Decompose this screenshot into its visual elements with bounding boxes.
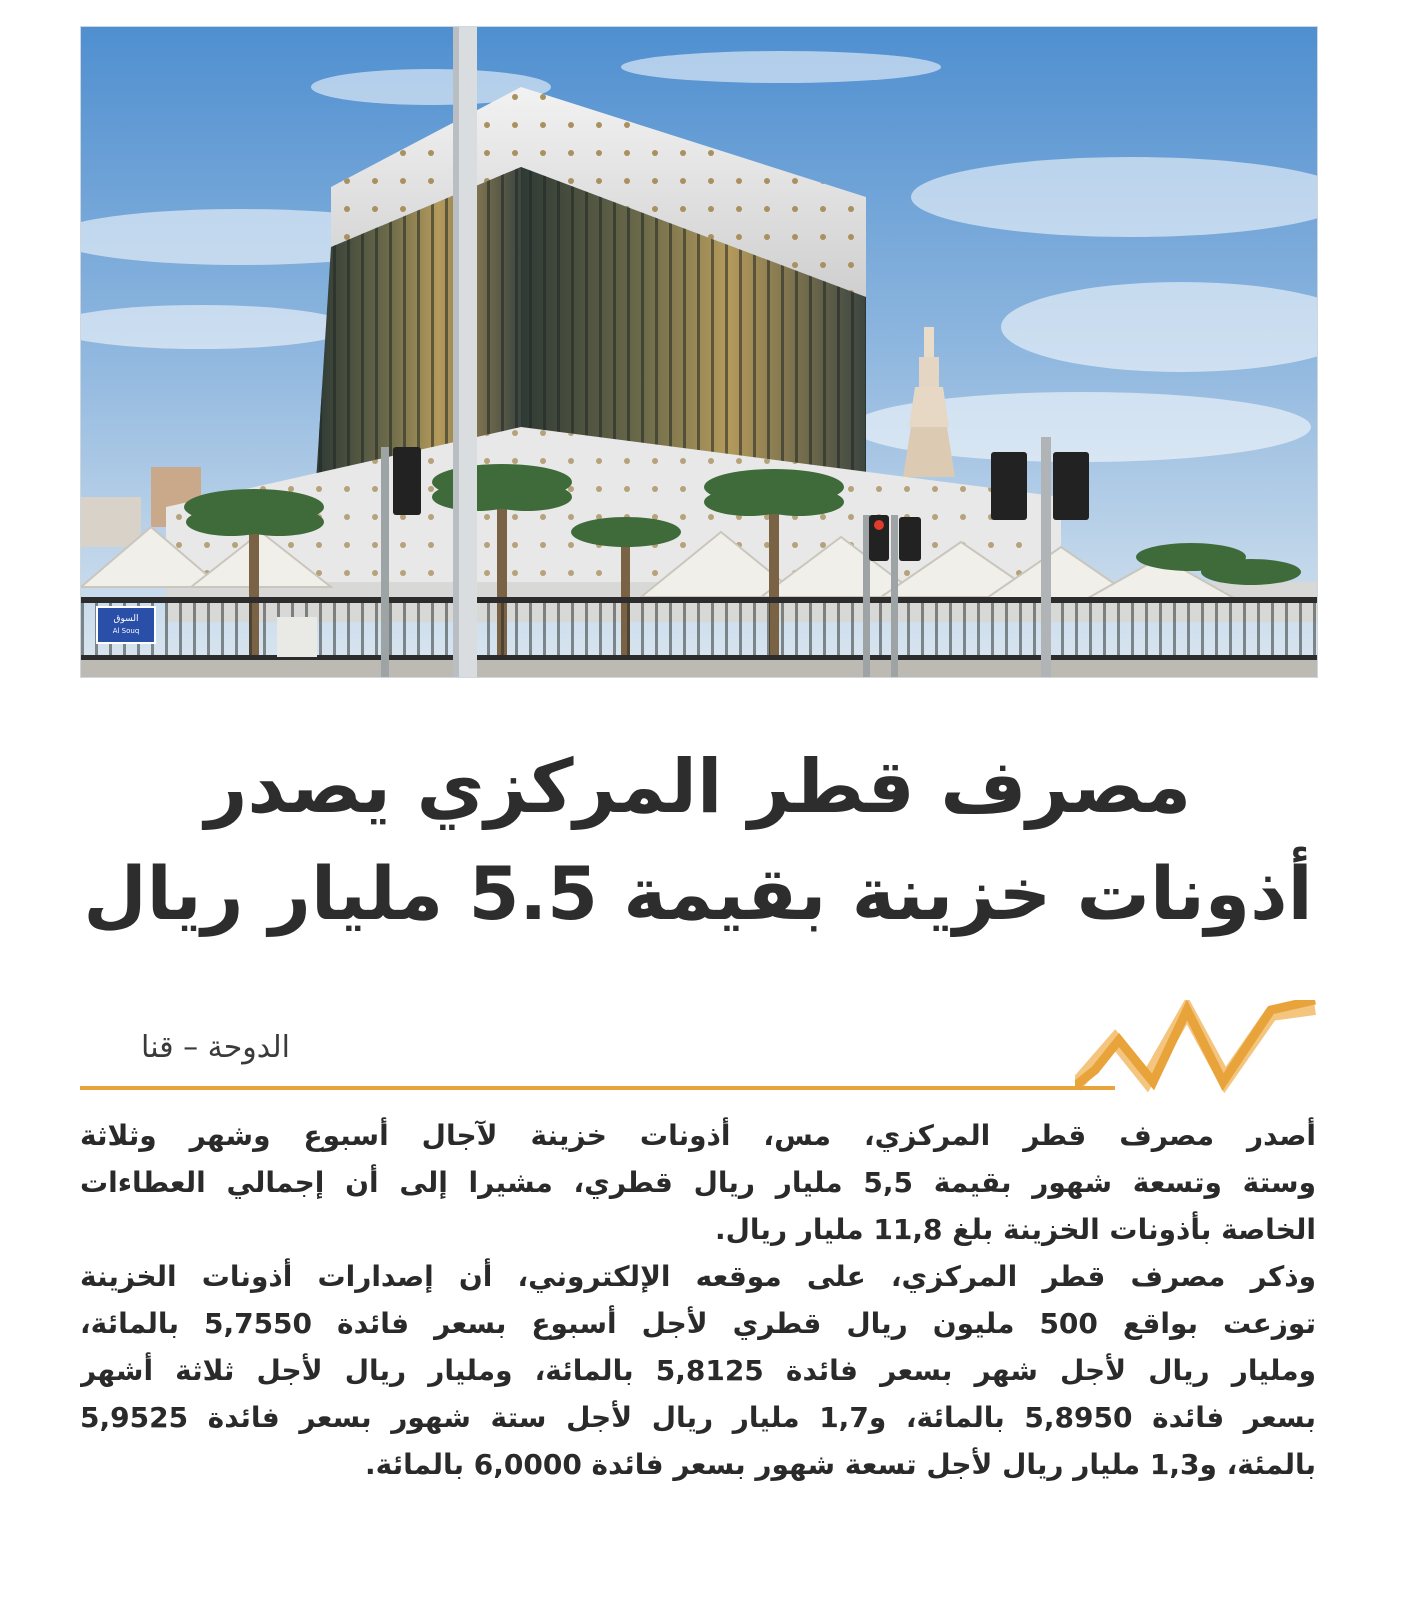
body-line: توزعت بواقع 500 مليون ريال قطري لأجل أسبوع بسعر فائدة 5,7550 بالمائة،: [80, 1307, 1316, 1340]
byline: الدوحة – قنا: [141, 1030, 290, 1065]
article-body: [80, 1112, 1316, 1488]
body-line: أصدر مصرف قطر المركزي، مس، أذونات خزينة لآجال أسبوع وشهر وثلاثة: [80, 1119, 1316, 1152]
body-line: بالمئة، و1,3 مليار ريال لأجل تسعة شهور بسعر فائدة 6,0000 بالمائة.: [365, 1448, 1316, 1481]
body-line: بسعر فائدة 5,8950 بالمائة، و1,7 مليار ريال لأجل ستة شهور بسعر فائدة 5,9525: [80, 1401, 1316, 1434]
body-line: الخاصة بأذونات الخزينة بلغ 11,8 مليار ريال.: [714, 1213, 1316, 1246]
zigzag-accent-icon: [1075, 1000, 1320, 1095]
article-photo: [80, 26, 1318, 678]
body-line: ومليار ريال لأجل شهر بسعر فائدة 5,8125 بالمائة، ومليار ريال لأجل ثلاثة أشهر: [80, 1354, 1316, 1387]
byline-divider: [80, 1086, 1115, 1090]
headline-line-1: مصرف قطر المركزي يصدر: [204, 744, 1192, 830]
body-line: وذكر مصرف قطر المركزي، على موقعه الإلكتروني، أن إصدارات أذونات الخزينة: [80, 1260, 1316, 1293]
body-line: وستة وتسعة شهور بقيمة 5,5 مليار ريال قطري، مشيرا إلى أن إجمالي العطاءات: [80, 1166, 1316, 1199]
street-sign-text-en: Al Souq: [112, 627, 140, 635]
street-sign-text-ar: السوق: [113, 614, 139, 624]
headline-line-2: أذونات خزينة بقيمة 5.5 مليار ريال: [83, 852, 1313, 937]
